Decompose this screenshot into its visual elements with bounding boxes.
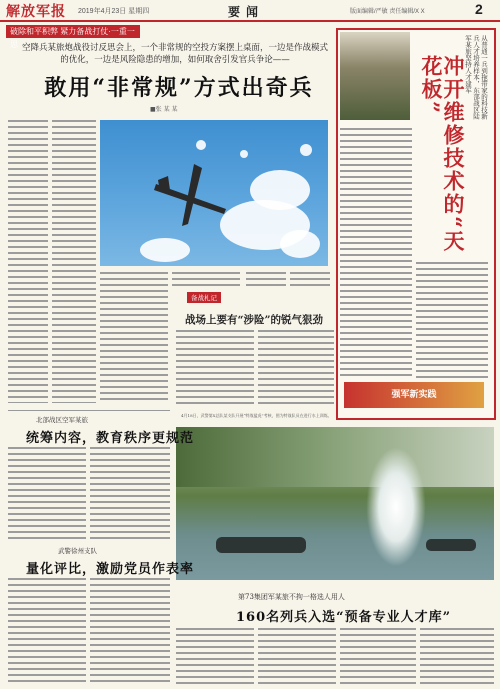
bottom-text-column — [176, 628, 254, 686]
airdrop-photo — [100, 120, 328, 266]
lead-headline: 敢用“非常规”方式出奇兵 — [44, 75, 314, 101]
story-text-column — [8, 578, 86, 686]
issue-date: 2019年4月23日 星期四 — [78, 8, 150, 15]
feature-banner: 强军新实践 — [344, 382, 484, 408]
lead-text-column — [8, 120, 48, 403]
bottom-text-column — [340, 628, 416, 686]
feature-text-column — [340, 128, 412, 378]
water-training-photo — [176, 427, 494, 580]
newspaper-logo: 解放军报 — [6, 4, 66, 20]
story-text-column — [8, 447, 86, 539]
story-headline: 量化评比，激励党员作表率 — [26, 562, 195, 577]
feature-kicker: 从普通一兵到拖带家的科技新兵人才培养样本，东部战区陆军某旅坚持人才建军 — [464, 35, 488, 120]
lead-kicker: 空降兵某旅炮战役讨反思会上，一个非常规的空投方案摆上桌面，一边是作战模式的优化，一边是风险隐患的增加，如何取舍引发官兵争论—— — [21, 43, 328, 65]
middle-text-column — [176, 330, 254, 408]
bottom-headline: 160名列兵入选“预备专业人才库” — [236, 610, 452, 625]
story-rubric: 北部战区空军某旅 — [36, 417, 88, 424]
feature-text-column — [416, 262, 488, 378]
story-headline: 统筹内容，教育秩序更规范 — [26, 431, 195, 446]
story-text-column — [90, 447, 170, 539]
middle-text-column — [258, 330, 334, 408]
section-title: 要闻 — [228, 5, 265, 19]
story-rubric: 武警徐州支队 — [58, 548, 97, 555]
aircraft-icon — [146, 154, 236, 234]
lead-text-column — [246, 272, 286, 290]
bottom-text-column — [420, 628, 494, 686]
photo-caption: 4月18日，武警第X总队某支队开展“特战猛虎”考核，图为特战队员在进行水上训练。 — [181, 413, 332, 418]
page-number: 2 — [475, 1, 483, 17]
divider — [8, 410, 170, 411]
story-text-column — [90, 578, 170, 686]
bottom-kicker: 第73集团军某旅不拘一格选人用人 — [238, 593, 345, 601]
lead-rubric: 破除和平积弊 紧力备战打仗·一重一思 — [6, 25, 140, 38]
editors-line: 版面编辑/严敏 责任编辑/X X — [350, 9, 425, 15]
soldier-portrait — [340, 32, 410, 120]
lead-text-column — [52, 120, 96, 403]
middle-rubric: 备战札记 — [187, 292, 221, 303]
lead-text-column — [172, 272, 240, 286]
lead-text-column — [290, 272, 330, 290]
lead-byline: ■张 某 某 — [150, 106, 178, 113]
feature-headline: 冲开维修技术的“天花板” — [419, 55, 466, 254]
lead-text-column — [100, 272, 168, 403]
middle-headline: 战场上要有“涉险”的锐气狠劲 — [184, 314, 324, 326]
bottom-text-column — [258, 628, 336, 686]
